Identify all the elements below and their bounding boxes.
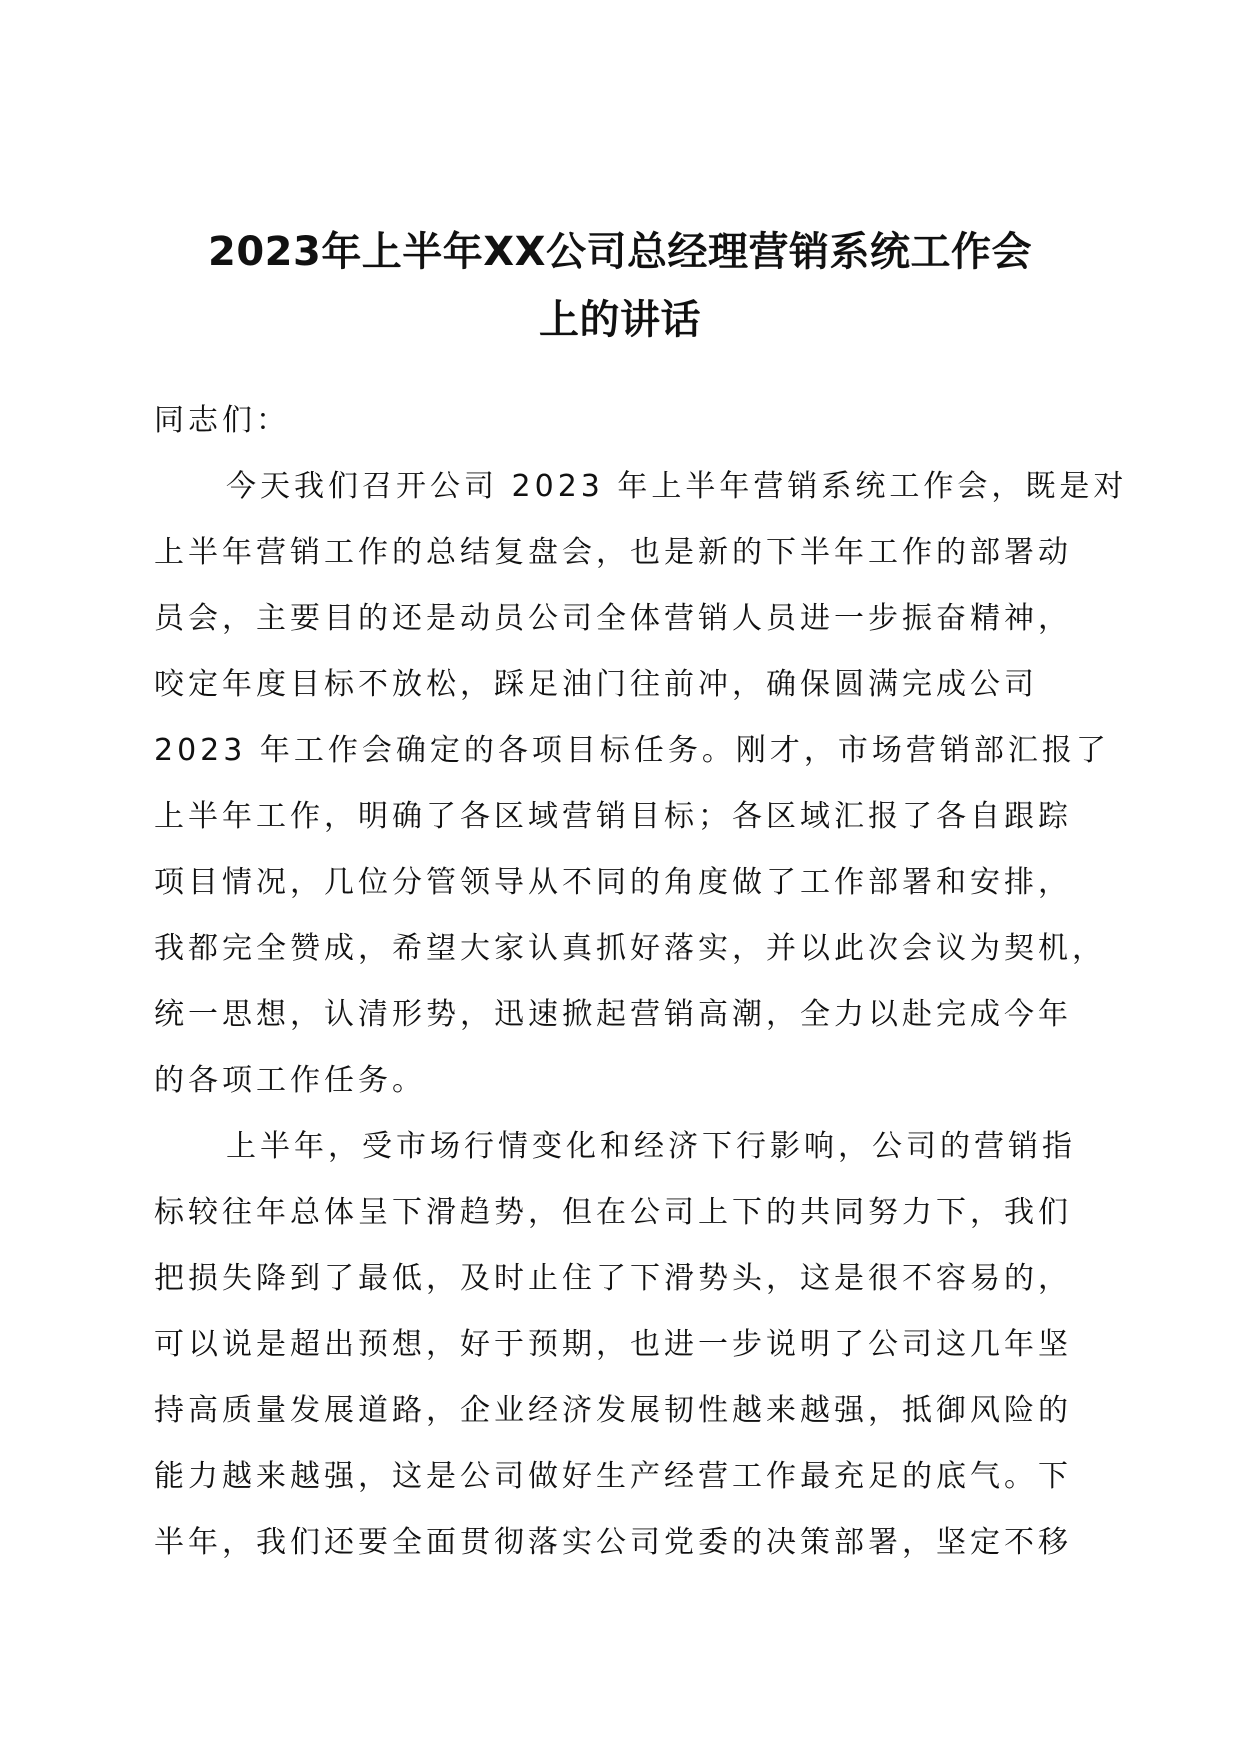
title-line: 2023年上半年XX公司总经理营销系统工作会	[207, 229, 1032, 275]
paragraph-line: 我都完全赞成，希望大家认真抓好落实，并以此次会议为契机，	[154, 931, 1106, 966]
paragraph-line: 统一思想，认清形势，迅速掀起营销高潮，全力以赴完成今年	[154, 997, 1072, 1032]
paragraph-line: 能力越来越强，这是公司做好生产经营工作最充足的底气。下	[154, 1459, 1072, 1494]
document-body	[154, 388, 1128, 1576]
paragraph-line: 咬定年度目标不放松，踩足油门往前冲，确保圆满完成公司	[154, 667, 1038, 702]
paragraph-line: 今天我们召开公司 2023 年上半年营销系统工作会，既是对	[226, 469, 1128, 504]
paragraph-line: 半年，我们还要全面贯彻落实公司党委的决策部署，坚定不移	[154, 1525, 1072, 1560]
document-title	[120, 218, 1120, 354]
paragraph-line: 可以说是超出预想，好于预期，也进一步说明了公司这几年坚	[154, 1327, 1072, 1362]
paragraph-line: 员会，主要目的还是动员公司全体营销人员进一步振奋精神，	[154, 601, 1072, 636]
paragraph-line: 标较往年总体呈下滑趋势，但在公司上下的共同努力下，我们	[154, 1195, 1072, 1230]
paragraph-line: 上半年，受市场行情变化和经济下行影响，公司的营销指	[226, 1129, 1076, 1164]
paragraph-line: 的各项工作任务。	[154, 1063, 426, 1098]
paragraph-line: 上半年工作，明确了各区域营销目标；各区域汇报了各自跟踪	[154, 799, 1072, 834]
paragraph-line: 项目情况，几位分管领导从不同的角度做了工作部署和安排，	[154, 865, 1072, 900]
title-line: 上的讲话	[539, 297, 701, 343]
paragraph-line: 持高质量发展道路，企业经济发展韧性越来越强，抵御风险的	[154, 1393, 1072, 1428]
paragraph-line: 2023 年工作会确定的各项目标任务。刚才，市场营销部汇报了	[154, 733, 1110, 768]
paragraph-line: 把损失降到了最低，及时止住了下滑势头，这是很不容易的，	[154, 1261, 1072, 1296]
paragraph-line: 上半年营销工作的总结复盘会，也是新的下半年工作的部署动	[154, 535, 1072, 570]
salutation: 同志们：	[154, 403, 290, 438]
